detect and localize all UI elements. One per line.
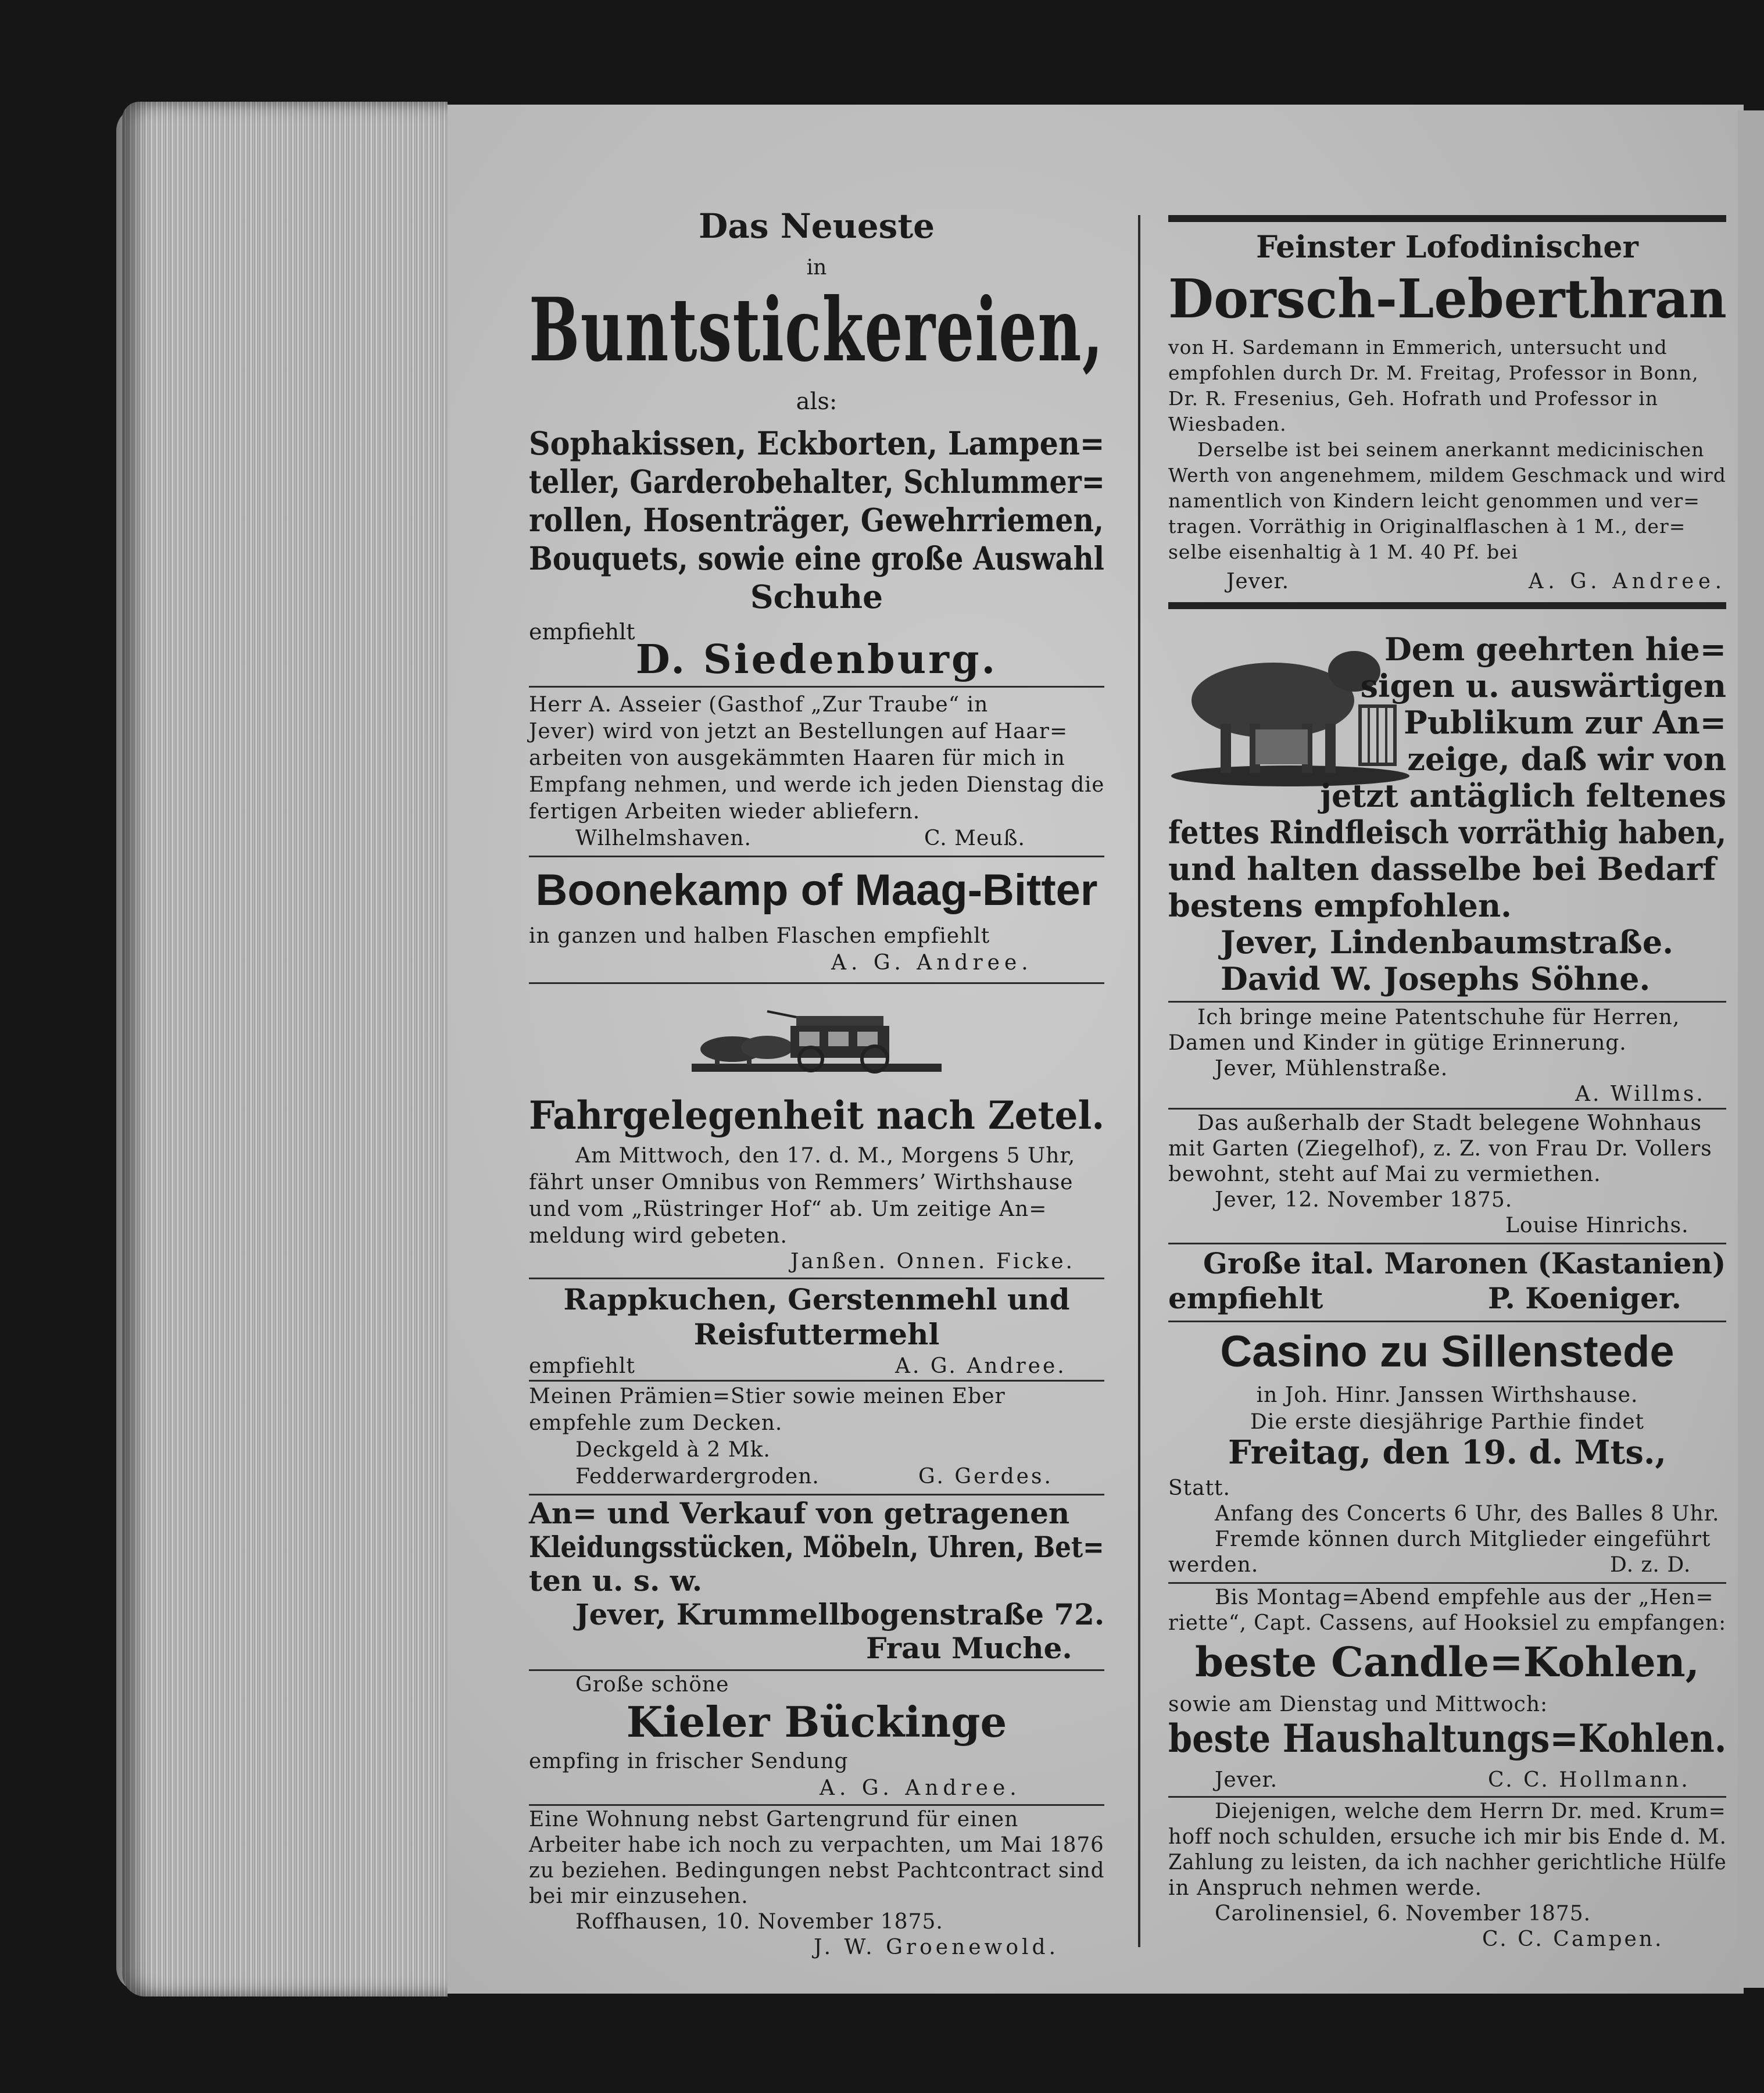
separator: [1168, 1001, 1726, 1003]
ad-line: Werth von angenehmem, mildem Geschmack und wird: [1168, 464, 1726, 486]
ad-line: Jever, 12. November 1875.: [1215, 1188, 1513, 1212]
ad-signature: C. C. Campen.: [1482, 1927, 1664, 1951]
ad-line: Meinen Prämien=Stier sowie meinen Eber: [529, 1384, 1006, 1408]
ad-line: bei mir einzusehen.: [529, 1884, 749, 1908]
ad-line: von H. Sardemann in Emmerich, untersucht und: [1168, 336, 1668, 359]
ad-headline: beste Haushaltungs=Kohlen.: [1168, 1716, 1727, 1761]
ad-signature: Janßen. Onnen. Ficke.: [790, 1250, 1075, 1273]
ad-signature: Frau Muche.: [866, 1631, 1072, 1665]
ad-line: empfehle zum Decken.: [529, 1411, 783, 1435]
ad-line: meldung wird gebeten.: [529, 1224, 788, 1248]
column-divider: [1138, 215, 1140, 1947]
ad-line: sowie am Dienstag und Mittwoch:: [1168, 1693, 1548, 1716]
ad-line: empfiehlt: [529, 619, 635, 645]
ad-line: und halten dasselbe bei Bedarf: [1168, 850, 1716, 888]
ad-line: Deckgeld à 2 Mk.: [575, 1438, 771, 1462]
ad-line: empfohlen durch Dr. M. Freitag, Professor in Bonn,: [1168, 362, 1699, 384]
ad-line: Ich bringe meine Patentschuhe für Herren,: [1197, 1006, 1680, 1029]
ad-line: bestens empfohlen.: [1168, 887, 1512, 924]
next-page-edge: [1738, 110, 1764, 1988]
ad-line: Reisfuttermehl: [693, 1317, 940, 1351]
ad-line: Das außerhalb der Stadt belegene Wohnhaus: [1197, 1111, 1702, 1135]
ad-line: selbe eisenhaltig à 1 M. 40 Pf. bei: [1168, 541, 1519, 563]
ad-line: Die erste diesjährige Parthie findet: [1250, 1410, 1645, 1434]
ad-line: Jever, Krummellbogenstraße 72.: [575, 1597, 1105, 1632]
ad-signature: A. G. Andree.: [820, 1776, 1021, 1800]
ad-line: empfiehlt: [529, 1354, 635, 1378]
ad-line: Zahlung zu leisten, da ich nachher gerichtliche Hülfe: [1168, 1851, 1727, 1874]
ad-headline: Buntstickereien,: [529, 279, 1104, 381]
ad-signature: C. Meuß.: [924, 827, 1025, 850]
ad-line: Große ital. Maronen (Kastanien): [1203, 1246, 1726, 1280]
ad-signature: A. G. Andree.: [831, 951, 1033, 975]
ad-line: tragen. Vorräthig in Originalflaschen à 1 M., der=: [1168, 515, 1686, 538]
ad-line: jetzt antäglich feltenes: [1320, 777, 1726, 814]
ad-line: Carolinensiel, 6. November 1875.: [1215, 1902, 1591, 1926]
ad-line: Jever, Mühlenstraße.: [1215, 1057, 1448, 1081]
ad-line: arbeiten von ausgekämmten Haaren für mich in: [529, 746, 1065, 770]
ad-line: Damen und Kinder in gütige Erinnerung.: [1168, 1031, 1627, 1055]
ad-line: fettes Rindfleisch vorräthig haben,: [1168, 814, 1727, 851]
ad-line: Feinster Lofodinischer: [1256, 230, 1638, 265]
page-edges: [122, 102, 448, 1997]
ad-line: teller, Garderobehalter, Schlummer=: [529, 463, 1105, 500]
ad-line: Dr. R. Fresenius, Geh. Hofrath und Professor in: [1168, 387, 1659, 410]
ad-line: in Anspruch nehmen werde.: [1168, 1876, 1482, 1900]
ad-line: Jever, Lindenbaumstraße.: [1221, 924, 1673, 961]
ad-line: und vom „Rüstringer Hof“ ab. Um zeitige An=: [529, 1197, 1047, 1221]
separator: [529, 1494, 1104, 1495]
ad-line: ten u. s. w.: [529, 1564, 703, 1598]
ad-line: in Joh. Hinr. Janssen Wirthshause.: [1256, 1383, 1638, 1407]
ad-line: fertigen Arbeiten wieder abliefern.: [529, 800, 921, 824]
ad-line: Rappkuchen, Gerstenmehl und: [563, 1282, 1070, 1316]
ad-line: hoff noch schulden, ersuche ich mir bis Ende d. M.: [1168, 1825, 1727, 1849]
ad-line: Schuhe: [750, 578, 883, 616]
ad-line: zu beziehen. Bedingungen nebst Pachtcontract sind: [529, 1859, 1105, 1883]
ad-line: fährt unser Omnibus von Remmers’ Wirthshause: [529, 1171, 1074, 1194]
ad-line: Bouquets, sowie eine große Auswahl: [529, 539, 1104, 577]
separator: [529, 856, 1104, 857]
ad-line: Jever) wird von jetzt an Bestellungen auf Haar=: [529, 720, 1068, 743]
ad-line: Dem geehrten hie=: [1384, 631, 1726, 668]
separator: [1168, 1243, 1726, 1244]
ad-signature: A. G. Andree.: [1529, 570, 1726, 593]
separator: [1168, 1108, 1726, 1110]
ad-line: Freitag, den 19. d. Mts.,: [1228, 1433, 1666, 1472]
separator: [529, 1669, 1104, 1671]
stagecoach-illustration: [692, 994, 942, 1081]
ad-line: Statt.: [1168, 1476, 1230, 1500]
ad-line: werden.: [1168, 1553, 1259, 1577]
ad-line: Arbeiter habe ich noch zu verpachten, um Mai 1876: [529, 1833, 1104, 1857]
separator: [529, 982, 1104, 984]
ad-place: Fedderwardergroden.: [575, 1465, 820, 1489]
ad-line: Wiesbaden.: [1168, 413, 1287, 435]
ad-signature: C. C. Hollmann.: [1488, 1768, 1690, 1792]
ad-line: empfiehlt: [1168, 1281, 1323, 1315]
ad-line: An= und Verkauf von getragenen: [529, 1496, 1070, 1530]
ad-line: sigen u. auswärtigen: [1360, 667, 1726, 704]
ad-line: Fremde können durch Mitglieder eingeführt: [1215, 1527, 1711, 1551]
ad-line: Derselbe ist bei seinem anerkannt medicinischen: [1197, 438, 1705, 461]
ad-signature: G. Gerdes.: [918, 1465, 1053, 1489]
ad-line: rollen, Hosenträger, Gewehrriemen,: [529, 501, 1104, 539]
separator: [1168, 1582, 1726, 1584]
ad-line: Große schöne: [575, 1673, 729, 1697]
ad-headline: Fahrgelegenheit nach Zetel.: [529, 1093, 1105, 1138]
separator: [529, 1804, 1104, 1806]
ad-headline: Kieler Bückinge: [626, 1697, 1007, 1747]
ad-signature: D. Siedenburg.: [635, 636, 998, 683]
ad-line: Sophakissen, Eckborten, Lampen=: [529, 424, 1105, 462]
separator: [529, 1278, 1104, 1279]
ad-signature: David W. Josephs Söhne.: [1221, 960, 1651, 997]
ad-line: namentlich von Kindern leicht genommen und ver=: [1168, 489, 1700, 512]
ad-headline: beste Candle=Kohlen,: [1194, 1638, 1700, 1686]
ad-line: als:: [796, 388, 838, 415]
ad-line: Herr A. Asseier (Gasthof „Zur Traube“ in: [529, 693, 989, 717]
ad-line: mit Garten (Ziegelhof), z. Z. von Frau Dr. Vollers: [1168, 1137, 1712, 1161]
separator: [529, 1380, 1104, 1382]
ad-line: Am Mittwoch, den 17. d. M., Morgens 5 Uhr,: [575, 1144, 1076, 1168]
ad-headline: Casino zu Sillenstede: [1220, 1327, 1674, 1376]
ad-line: Empfang nehmen, und werde ich jeden Dienstag die: [529, 773, 1105, 797]
ad-place: Wilhelmshaven.: [575, 827, 752, 850]
ad-line: bewohnt, steht auf Mai zu vermiethen.: [1168, 1162, 1601, 1186]
ad-headline: Dorsch-Leberthran: [1168, 267, 1727, 330]
ad-line: in ganzen und halben Flaschen empfiehlt: [529, 924, 990, 948]
ad-signature: J. W. Groenewold.: [814, 1935, 1060, 1959]
ad-line: Anfang des Concerts 6 Uhr, des Balles 8 Uhr.: [1215, 1502, 1720, 1526]
separator: [529, 686, 1104, 688]
ad-line: Das Neueste: [698, 206, 935, 246]
ad-line: Publikum zur An=: [1404, 704, 1726, 741]
ad-line: empfing in frischer Sendung: [529, 1749, 849, 1773]
ad-line: Roffhausen, 10. November 1875.: [575, 1910, 943, 1934]
separator: [1168, 602, 1726, 609]
ad-signature: Louise Hinrichs.: [1505, 1214, 1689, 1237]
ad-signature: A. G. Andree.: [895, 1354, 1067, 1378]
separator: [1168, 1321, 1726, 1322]
ad-line: in: [806, 256, 827, 280]
ad-signature: A. Willms.: [1575, 1082, 1705, 1106]
ad-line: zeige, daß wir von: [1407, 740, 1726, 778]
ad-line: Diejenigen, welche dem Herrn Dr. med. Krum=: [1215, 1799, 1726, 1823]
ad-line: riette“, Capt. Cassens, auf Hooksiel zu empfangen:: [1168, 1611, 1727, 1635]
separator: [1168, 1796, 1726, 1798]
ad-place: Jever.: [1226, 570, 1290, 593]
ad-line: Eine Wohnung nebst Gartengrund für einen: [529, 1808, 1019, 1831]
ad-signature: P. Koeniger.: [1488, 1281, 1681, 1315]
ad-signature: D. z. D.: [1610, 1553, 1691, 1577]
ad-place: Jever.: [1215, 1768, 1278, 1792]
ad-headline: Boonekamp of Maag-Bitter: [535, 865, 1098, 915]
separator: [1168, 215, 1726, 222]
ad-line: Kleidungsstücken, Möbeln, Uhren, Bet=: [529, 1530, 1104, 1564]
ad-line: Bis Montag=Abend empfehle aus der „Hen=: [1215, 1586, 1714, 1609]
